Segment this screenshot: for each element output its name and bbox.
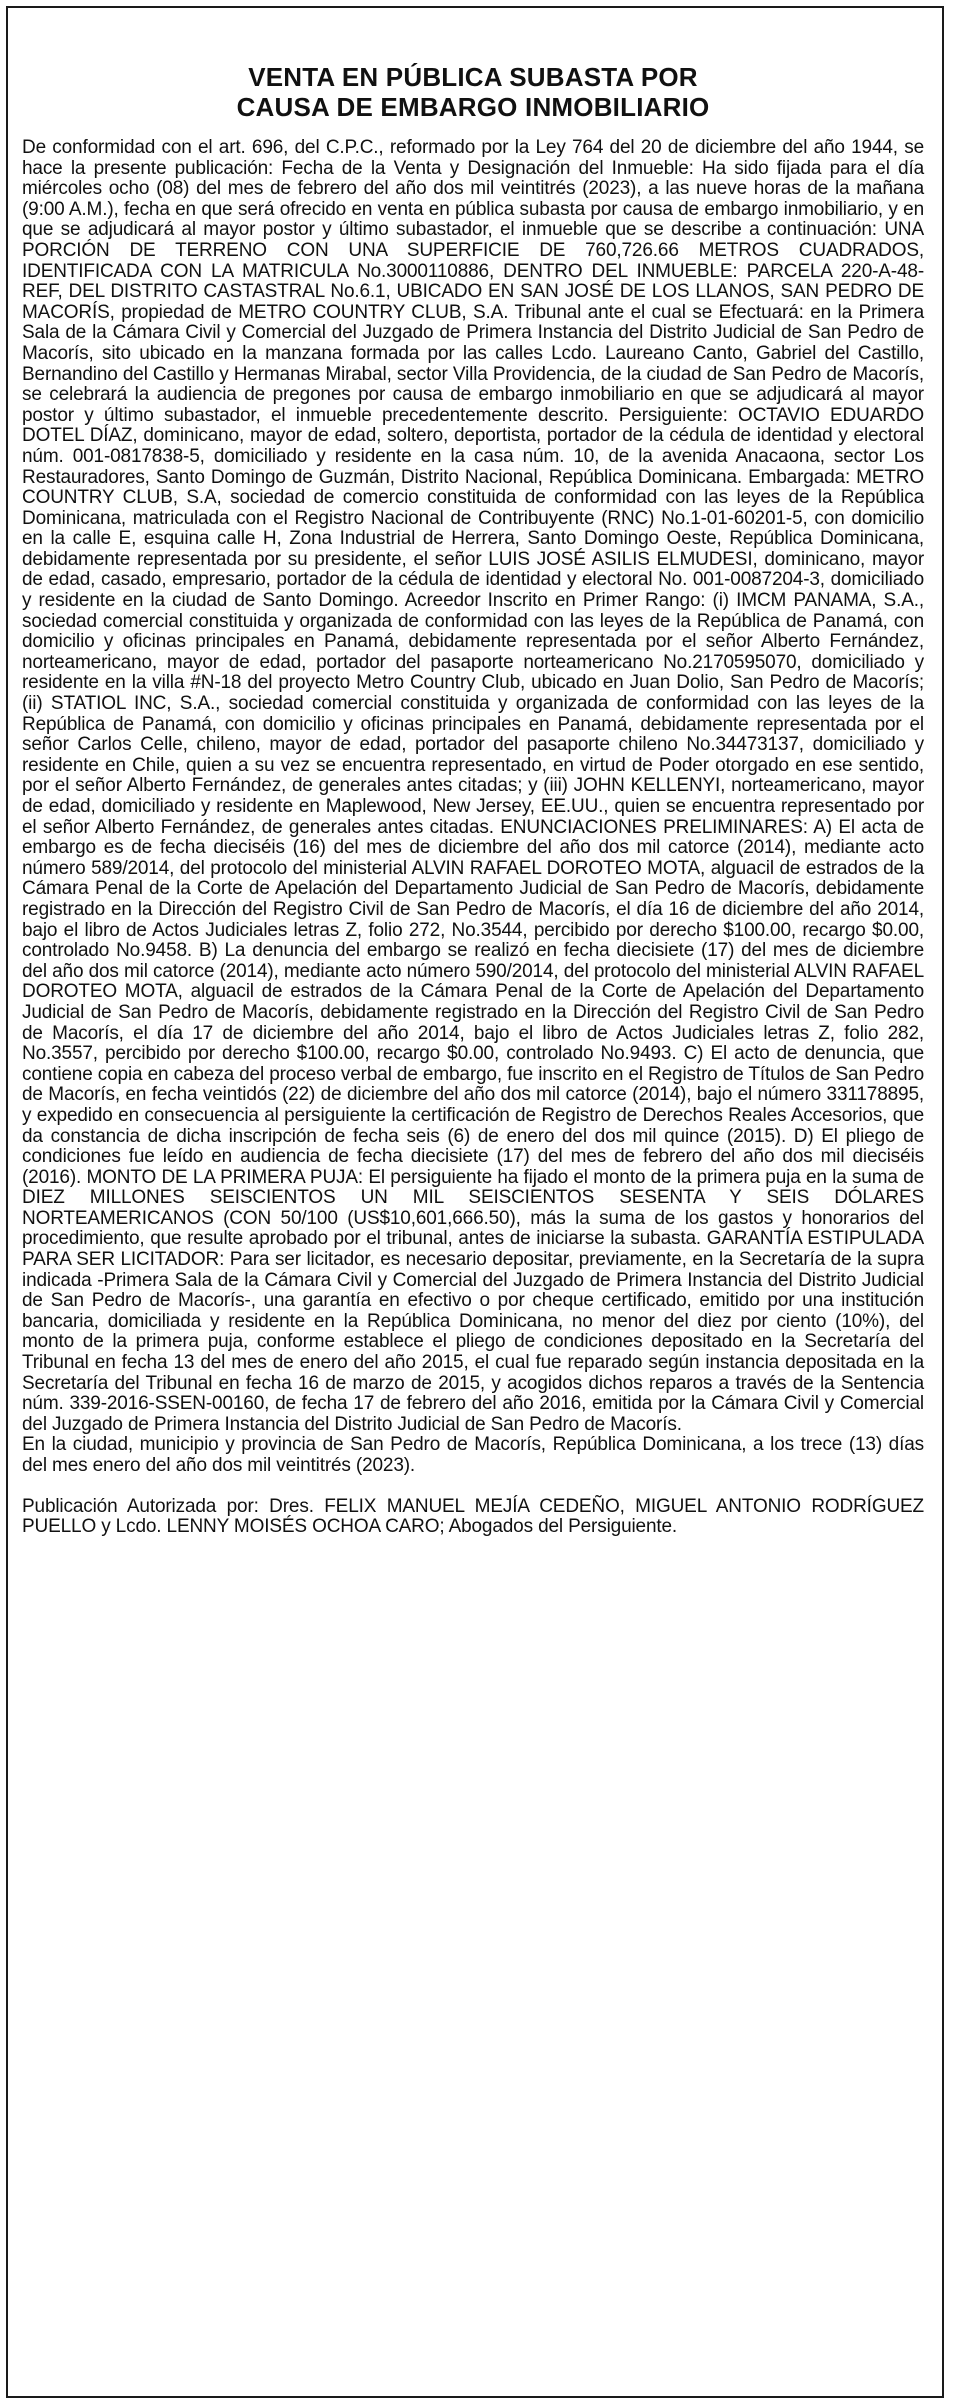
notice-title-line-1: VENTA EN PÚBLICA SUBASTA POR bbox=[248, 62, 698, 92]
notice-body: De conformidad con el art. 696, del C.P.C., reformado por la Ley 764 del 20 de diciembre del año 1944, se hace la presente publicación: Fecha de la Venta y Designación del Inmueble: Ha sido fijada para el día miércoles ocho (08) del mes de febrero del año dos mil veintitrés (2023), a las nueve horas de la mañana (9:00 A.M.), fecha en que será ofrecido en venta en pública subasta por causa de embargo inmobiliario, y en que se adjudicará al mayor postor y último subastador, el inmueble que se describe a continuación: UNA PORCIÓN DE TERRENO CON UNA SUPERFICIE DE 760,726.66 METROS CUADRADOS, IDENTIFICADA CON LA MATRICULA No.3000110886, DENTRO DEL INMUEBLE: PARCELA 220-A-48-REF, DEL DISTRITO CASTASTRAL No.6.1, UBICADO EN SAN JOSÉ DE LOS LLANOS, SAN PEDRO DE MACORÍS, propiedad de METRO COUNTRY CLUB, S.A. Tribunal ante el cual se Efectuará: en la Primera Sala de la Cámara Civil y Comercial del Juzgado de Primera Instancia del Distrito Judicial de San Pedro de Macorís, sito ubicado en la manzana formada por las calles Lcdo. Laureano Canto, Gabriel del Castillo, Bernandino del Castillo y Hermanas Mirabal, sector Villa Providencia, de la ciudad de San Pedro de Macorís, se celebrará la audiencia de pregones por causa de embargo inmobiliario en que se adjudicará al mayor postor y último subastador, el inmueble precedentemente descrito. Persiguiente: OCTAVIO EDUARDO DOTEL DÍAZ, dominicano, mayor de edad, soltero, deportista, portador de la cédula de identidad y electoral núm. 001-0817838-5, domiciliado y residente en la casa núm. 10, de la avenida Anacaona, sector Los Restauradores, Santo Domingo de Guzmán, Distrito Nacional, República Dominicana. Embargada: METRO COUNTRY CLUB, S.A, sociedad de comercio constituida de conformidad con las leyes de la República Dominicana, matriculada con el Registro Nacional de Contribuyente (RNC) No.1-01-60201-5, con domicilio en la calle E, esquina calle H, Zona Industrial de Herrera, Santo Domingo Oeste, República Dominicana, debidamente representada por su presidente, el señor LUIS JOSÉ ASILIS ELMUDESI, dominicano, mayor de edad, casado, empresario, portador de la cédula de identidad y electoral No. 001-0087204-3, domiciliado y residente en la ciudad de Santo Domingo. Acreedor Inscrito en Primer Rango: (i) IMCM PANAMA, S.A., sociedad comercial constituida y organizada de conformidad con las leyes de la República de Panamá, con domicilio y oficinas principales en Panamá, debidamente representada por el señor Alberto Fernández, norteamericano, mayor de edad, portador del pasaporte norteamericano No.2170595070, domiciliado y residente en la villa #N-18 del proyecto Metro Country Club, ubicado en Juan Dolio, San Pedro de Macorís; (ii) STATIOL INC, S.A., sociedad comercial constituida y organizada de conformidad con las leyes de la República de Panamá, con domicilio y oficinas principales en Panamá, debidamente representada por el señor Carlos Celle, chileno, mayor de edad, portador del pasaporte chileno No.34473137, domiciliado y residente en Chile, quien a su vez se encuentra representado, en virtud de Poder otorgado en ese sentido, por el señor Alberto Fernández, de generales antes citadas; y (iii) JOHN KELLENYI, norteamericano, mayor de edad, domiciliado y residente en Maplewood, New Jersey, EE.UU., quien se encuentra representado por el señor Alberto Fernández, de generales antes citadas. ENUNCIACIONES PRELIMINARES: A) El acta de embargo es de fecha dieciséis (16) del mes de diciembre del año dos mil catorce (2014), mediante acto número 589/2014, del protocolo del ministerial ALVIN RAFAEL DOROTEO MOTA, alguacil de estrados de la Cámara Penal de la Corte de Apelación del Departamento Judicial de San Pedro de Macorís, debidamente registrado en la Dirección del Registro Civil de San Pedro de Macorís, el día 16 de diciembre del año 2014, bajo el libro de Actos Judiciales letras Z, folio 272, No.3544, percibido por derecho $100.00, recargo $0.00, controlado No.9458. B) La denuncia del embargo se realizó en fecha diecisiete (17) del mes de diciembre del año dos mil catorce (2014), mediante acto número 590/2014, del protocolo del ministerial ALVIN RAFAEL DOROTEO MOTA, alguacil de estrados de la Cámara Penal de la Corte de Apelación del Departamento Judicial de San Pedro de Macorís, debidamente registrado en la Dirección del Registro Civil de San Pedro de Macorís, el día 17 de diciembre del año 2014, bajo el libro de Actos Judiciales letras Z, folio 282, No.3557, percibido por derecho $100.00, recargo $0.00, controlado No.9493. C) El acto de denuncia, que contiene copia en cabeza del proceso verbal de embargo, fue inscrito en el Registro de Títulos de San Pedro de Macorís, en fecha veintidós (22) de diciembre del año dos mil catorce (2014), bajo el número 331178895, y expedido en consecuencia al persiguiente la certificación de Registro de Derechos Reales Accesorios, que da constancia de dicha inscripción de fecha seis (6) de enero del dos mil quince (2015). D) El pliego de condiciones fue leído en audiencia de fecha diecisiete (17) del mes de febrero del año dos mil dieciséis (2016). MONTO DE LA PRIMERA PUJA: El persiguiente ha fijado el monto de la primera puja en la suma de DIEZ MILLONES SEISCIENTOS UN MIL SEISCIENTOS SESENTA Y SEIS DÓLARES NORTEAMERICANOS (CON 50/100 (US$10,601,666.50), más la suma de los gastos y honorarios del procedimiento, que resulte aprobado por el tribunal, antes de iniciarse la subasta. GARANTÍA ESTIPULADA PARA SER LICITADOR: Para ser licitador, es necesario depositar, previamente, en la Secretaría de la supra indicada -Primera Sala de la Cámara Civil y Comercial del Juzgado de Primera Instancia del Distrito Judicial de San Pedro de Macorís-, una garantía en efectivo o por cheque certificado, emitido por una institución bancaria, domiciliada y residente en la República Dominicana, no menor del diez por ciento (10%), del monto de la primera puja, conforme establece el pliego de condiciones depositado en la Secretaría del Tribunal en fecha 13 del mes de enero del año 2015, el cual fue reparado según instancia depositada en la Secretaría del Tribunal en fecha 16 de marzo de 2015, y acogidos dichos reparos a través de la Sentencia núm. 339-2016-SSEN-00160, de fecha 17 de febrero del año 2016, emitida por la Cámara Civil y Comercial del Juzgado de Primera Instancia del Distrito Judicial de San Pedro de Macorís. bbox=[22, 137, 924, 1435]
notice-closing: En la ciudad, municipio y provincia de San Pedro de Macorís, República Dominicana, a los trece (13) días del mes enero del año dos mil veintitrés (2023). bbox=[22, 1434, 924, 1476]
publication-authorization: Publicación Autorizada por: Dres. FELIX MANUEL MEJÍA CEDEÑO, MIGUEL ANTONIO RODRÍGUEZ PUELLO y Lcdo. LENNY MOISÉS OCHOA CARO; Abogados del Persiguiente. bbox=[22, 1495, 924, 1538]
legal-notice bbox=[22, 62, 924, 1538]
notice-title-line-2: CAUSA DE EMBARGO INMOBILIARIO bbox=[236, 92, 710, 122]
notice-title bbox=[22, 62, 924, 122]
